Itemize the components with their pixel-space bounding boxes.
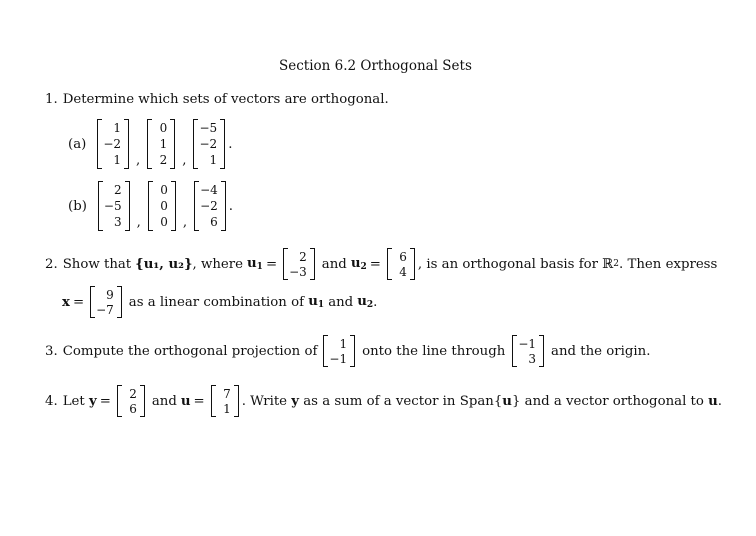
problem-1a (68, 120, 232, 168)
y-ref: y (291, 393, 300, 409)
vector-entry: −4 (200, 183, 218, 197)
vector-entry: 1 (159, 137, 168, 151)
problem-text: and (328, 294, 354, 310)
vector-u (211, 386, 239, 416)
vector-entry: −2 (200, 199, 218, 213)
problem-text: Let (62, 393, 89, 409)
vector-entry: 1 (113, 153, 122, 167)
problem-1b (68, 182, 233, 230)
u2-ref (357, 294, 373, 310)
equals: = (99, 393, 111, 409)
vector-entry: −7 (96, 302, 114, 317)
set-notation: {u₁, u₂} (135, 256, 193, 272)
vector-entry: 9 (106, 287, 114, 302)
problem-2-line-1 (45, 249, 717, 279)
vector-entry: 0 (160, 183, 168, 197)
problem-text: Show that (62, 256, 132, 272)
problem-2-line-2 (62, 287, 377, 317)
vector-entry: 1 (339, 336, 348, 351)
vector-y (117, 386, 145, 416)
u1-ref (308, 294, 324, 310)
problem-text: as a sum of a vector in Span{ (299, 393, 503, 409)
equals: = (265, 256, 278, 272)
equals: = (72, 294, 85, 310)
problem-number: 2. (45, 256, 58, 272)
subscript: 1 (317, 300, 325, 310)
problem-text: and (321, 256, 347, 272)
vector (97, 120, 129, 168)
vector-entry: −3 (289, 264, 307, 279)
problem-number: 4. (45, 393, 58, 409)
vector-entry: −1 (518, 336, 537, 351)
vector (194, 182, 226, 230)
period: . (228, 198, 233, 214)
vector-entry: 7 (223, 386, 231, 401)
vector-entry: −5 (103, 199, 122, 213)
vector-entry: 3 (113, 215, 122, 229)
problem-text: Compute the orthogonal projection of (62, 343, 318, 359)
problem-text: , is an orthogonal basis for (417, 256, 603, 272)
vector-w (512, 336, 544, 366)
period: . (717, 393, 723, 409)
vector-entry: 0 (159, 121, 168, 135)
vector-entry: 2 (113, 183, 122, 197)
problem-text: , where (192, 256, 243, 272)
vector-entry: −2 (199, 137, 218, 151)
vector-entry: 2 (129, 386, 137, 401)
vector-entry: 6 (129, 401, 137, 416)
vector (98, 182, 130, 230)
equals: = (193, 393, 205, 409)
subscript: 2 (366, 300, 374, 310)
equals: = (369, 256, 381, 272)
period: . (373, 294, 378, 310)
part-label: (a) (68, 136, 87, 152)
vector-entry: −2 (103, 137, 122, 151)
u-label: u (180, 393, 191, 409)
period: . (228, 136, 233, 152)
problem-text: . Then express (619, 256, 718, 272)
vector-x (90, 287, 122, 317)
vector-entry: 2 (159, 153, 168, 167)
vector-entry: 0 (160, 215, 168, 229)
problem-text: Determine which sets of vectors are orthogonal. (62, 92, 389, 107)
u-ref: u (502, 393, 512, 409)
y-label: y (88, 393, 97, 409)
u1-label (247, 256, 263, 272)
problem-text: onto the line through (362, 343, 506, 359)
vector-entry: 6 (210, 215, 218, 229)
u-symbol: u (357, 294, 367, 309)
comma: , (182, 215, 188, 230)
subscript: 1 (256, 262, 263, 272)
u-symbol: u (308, 294, 318, 309)
problem-text: } and a vector orthogonal to (511, 393, 709, 409)
vector-entry: 6 (399, 249, 407, 264)
problem-4 (45, 386, 722, 416)
problem-number: 1. (45, 92, 58, 107)
problem-number: 3. (45, 343, 58, 359)
vector (148, 182, 176, 230)
vector (147, 120, 175, 168)
vector-entry: 0 (160, 199, 168, 213)
vector-entry: 1 (209, 153, 218, 167)
problem-text: as a linear combination of (128, 294, 309, 310)
vector-entry: 4 (399, 264, 407, 279)
vector-u1 (283, 249, 315, 279)
u-ref: u (708, 393, 718, 409)
comma: , (136, 215, 141, 230)
vector-entry: 3 (528, 351, 537, 366)
vector (193, 120, 225, 168)
problem-text: and the origin. (551, 343, 651, 359)
part-label: (b) (68, 198, 87, 214)
problem-text: and (151, 393, 177, 409)
superscript: 2 (613, 259, 620, 269)
subscript: 2 (360, 262, 367, 272)
comma: , (136, 153, 141, 168)
vector-entry: 2 (299, 249, 307, 264)
vector-entry: 1 (113, 121, 122, 135)
vector-entry: 1 (223, 401, 231, 416)
x-label: x (62, 294, 70, 310)
vector-entry: −1 (329, 351, 348, 366)
vector-entry: −5 (199, 121, 218, 135)
vector-v (323, 336, 355, 366)
problem-1-statement (45, 92, 389, 107)
comma: , (182, 153, 187, 168)
page-title: Section 6.2 Orthogonal Sets (279, 58, 472, 74)
u2-label (351, 256, 367, 272)
problem-text: . Write (241, 393, 292, 409)
u-symbol: u (247, 256, 257, 271)
real-numbers-symbol: ℝ (602, 256, 614, 272)
u-symbol: u (350, 256, 361, 271)
problem-3 (45, 336, 650, 366)
vector-u2 (387, 249, 415, 279)
